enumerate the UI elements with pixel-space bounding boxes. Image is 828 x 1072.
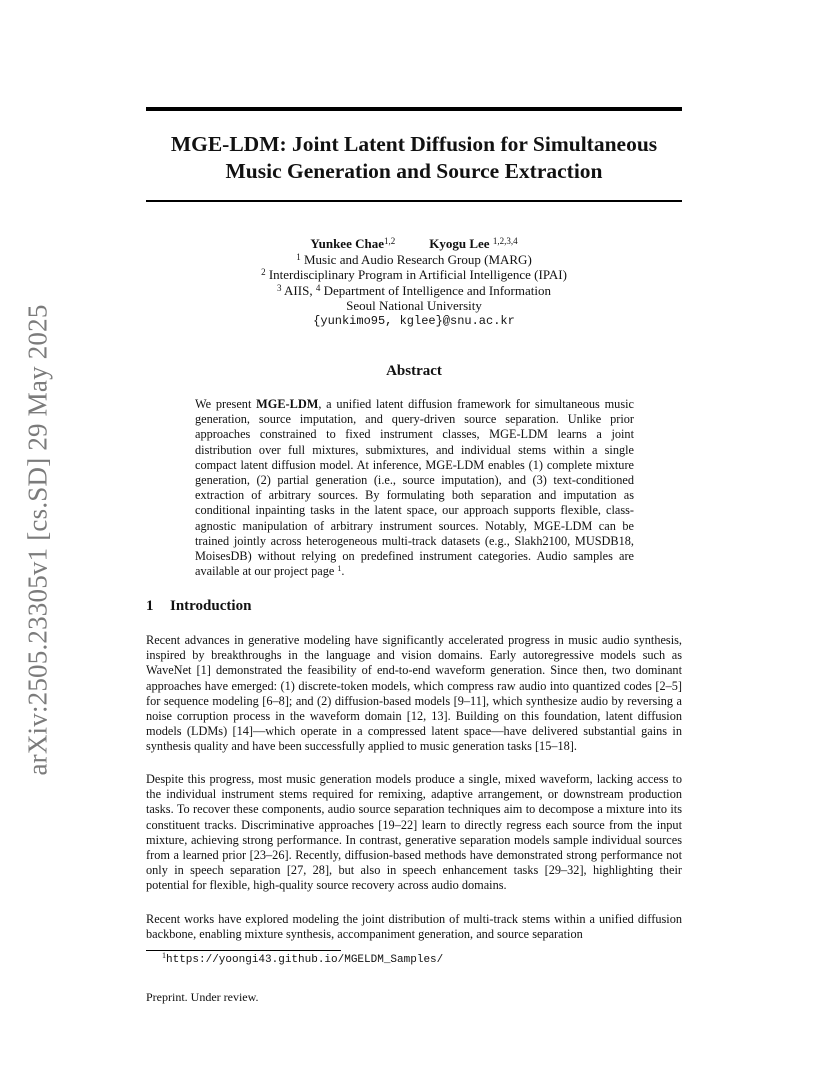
author-2-affiliations: 1,2,3,4: [492, 236, 518, 246]
title-top-rule: [146, 107, 682, 111]
author-1-name: Yunkee Chae: [310, 236, 384, 251]
author-2-name: Kyogu Lee: [429, 236, 490, 251]
title-line-2: Music Generation and Source Extraction: [225, 159, 603, 183]
model-name: MGE-LDM: [256, 397, 319, 411]
footnote-1: $^1$https://yoongi43.github.io/MGELDM_Samples/: [162, 951, 444, 966]
footnote-ref-1[interactable]: 1: [337, 564, 342, 574]
author-1-affiliations: 1,2: [384, 236, 396, 246]
author-names: [146, 236, 682, 252]
section-number: 1: [146, 598, 154, 614]
arxiv-identifier-stamp: [16, 300, 60, 780]
title-line-1: MGE-LDM: Joint Latent Diffusion for Simultaneous: [170, 132, 658, 156]
intro-paragraph-2: Despite this progress, most music generation models produce a single, mixed waveform, lacking access to the individual instrument stems required for remixing, adaptive arrangement, or downstream production tasks. To recover these components, audio source separation techniques aim to decompose a mixture into its constituent tracks. Discriminative approaches [19–22] learn to directly regress each source from the input mixture, achieving strong performance. In contrast, generative separation models sample individual sources from a learned prior [23–26]. Recently, diffusion-based methods have demonstrated strong performance not only in speech separation [27, 28], but also in speech enhancement tasks [29–32], highlighting their potential for flexible, high-quality source recovery across audio domains.: [146, 772, 682, 893]
footnote-rule: [146, 950, 341, 951]
affiliation-1: $^1$ Music and Audio Research Group (MARG): [296, 251, 532, 267]
university: Seoul National University: [346, 298, 482, 313]
abstract-heading: Abstract: [386, 363, 442, 379]
intro-paragraph-3: Recent works have explored modeling the joint distribution of multi-track stems within a unified diffusion backbone, enabling mixture synthesis, accompaniment generation, and source separation: [146, 912, 682, 942]
section-title: Introduction: [170, 598, 252, 614]
preprint-note: Preprint. Under review.: [146, 990, 259, 1004]
affiliation-2: $^2$ Interdisciplinary Program in Artificial Intelligence (IPAI): [261, 267, 567, 282]
section-heading-introduction: [146, 598, 251, 615]
paper-title: [146, 131, 682, 185]
author-emails[interactable]: {yunkimo95, kglee}@snu.ac.kr: [313, 313, 515, 328]
project-page-link[interactable]: https://yoongi43.github.io/MGELDM_Samples/: [166, 954, 444, 966]
title-bottom-rule: [146, 200, 682, 202]
abstract-body: We present MGE-LDM, a unified latent diffusion framework for simultaneous music generation, source imputation, and query-driven source separation. Unlike prior approaches constrained to fixed instrument classes, MGE-LDM learns a joint distribution over full mixtures, submixtures, and individual stems within a single compact latent diffusion model. At inference, MGE-LDM enables (1) complete mixture generation, (2) partial generation (i.e., source imputation), and (3) text-conditioned extraction of arbitrary sources. By formulating both separation and imputation as conditional inpainting tasks in the latent space, our approach supports flexible, class-agnostic manipulation of arbitrary instrument sources. Notably, MGE-LDM can be trained jointly across heterogeneous multi-track datasets (e.g., Slakh2100, MUSDB18, MoisesDB) without relying on predefined instrument categories. Audio samples are available at our project page $^1$.: [195, 397, 634, 579]
intro-paragraph-1: Recent advances in generative modeling have significantly accelerated progress in music audio synthesis, inspired by breakthroughs in the language and vision domains. Early autoregressive models such as WaveNet [1] demonstrated the feasibility of end-to-end waveform generation. Since then, two dominant approaches have emerged: (1) discrete-token models, which compress raw audio into quantized codes [2–5] for sequence modeling [6–8]; and (2) diffusion-based models [9–11], which synthesize audio by reversing a noise corruption process in the waveform domain [12, 13]. Building on this foundation, latent diffusion models (LDMs) [14]—which operate in a compressed latent space—have delivered substantial gains in synthesis quality and have been successfully applied to music generation tasks [15–18].: [146, 633, 682, 754]
arxiv-stamp-text[interactable]: arXiv:2505.23305v1 [cs.SD] 29 May 2025: [22, 304, 53, 776]
author-block: [146, 236, 682, 329]
affiliation-3-4: $^3$ AIIS, $^4$ Department of Intelligence and Information: [277, 282, 551, 298]
